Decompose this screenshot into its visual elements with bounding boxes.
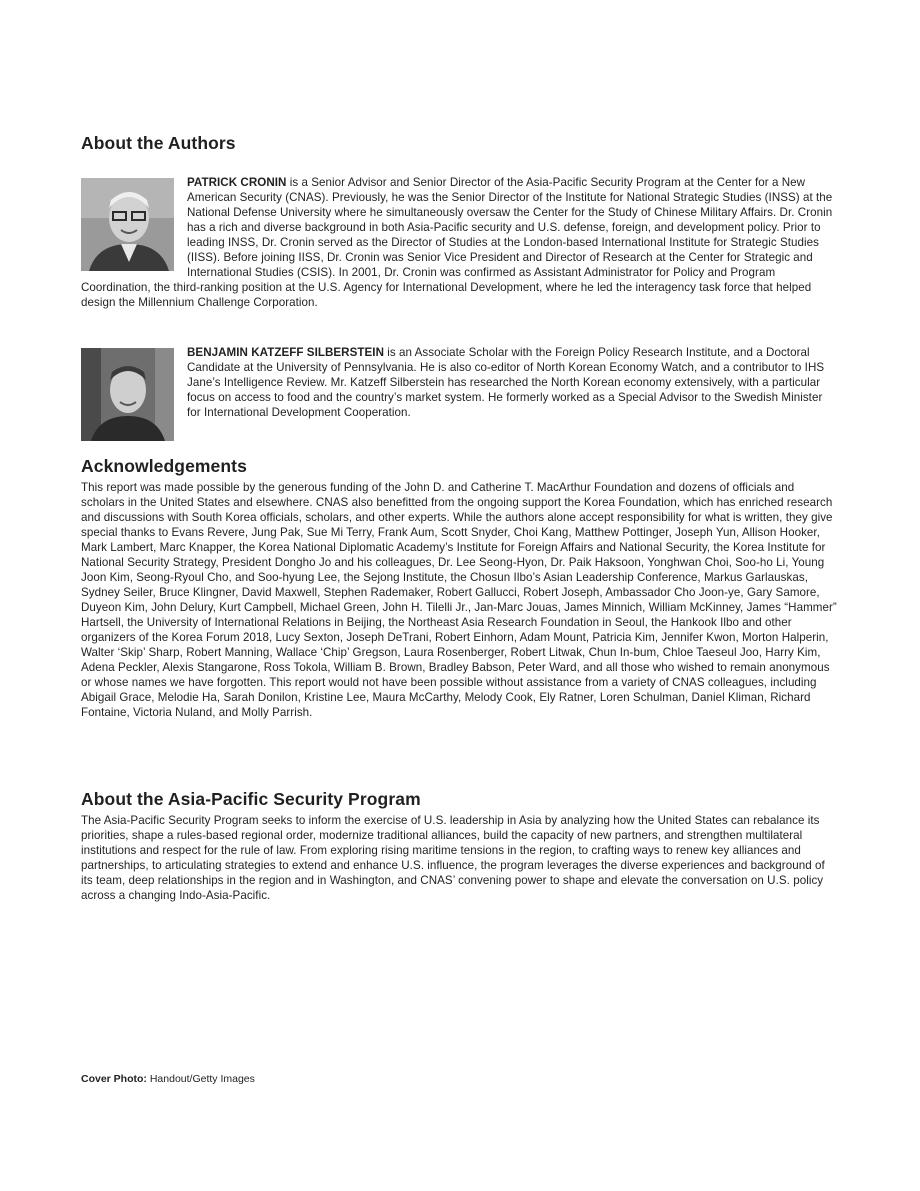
- author-bio-text: [81, 175, 839, 310]
- author-photo-cronin: [81, 178, 174, 271]
- author-name: BENJAMIN KATZEFF SILBERSTEIN: [187, 346, 384, 359]
- about-authors-heading: About the Authors: [81, 133, 236, 153]
- author-bio-body: is an Associate Scholar with the Foreign Policy Research Institute, and a Doctoral Candidate at the University of Pennsylvania. He is also co-editor of North Korean Economy Watch, and a contributor to IHS Jane’s Intelligence Review. Mr. Katzeff Silberstein has researched the North Korean economy extensively, with a particular focus on access to food and the country’s market system. He formerly worked as a Special Advisor to the Swedish Minister for International Development Cooperation.: [187, 346, 825, 419]
- author-bio-cronin: [81, 175, 839, 310]
- author-bio-text: [81, 345, 839, 420]
- program-heading: About the Asia-Pacific Security Program: [81, 789, 421, 809]
- author-name: PATRICK CRONIN: [187, 176, 287, 189]
- acknowledgements-body: This report was made possible by the generous funding of the John D. and Catherine T. MacArthur Foundation and dozens of officials and scholars in the United States and elsewhere. CNAS also benefitted from the ongoing support the Korea Foundation, which has enriched research and discussions with South Korea officials, scholars, and other experts. While the authors alone accept responsibility for what is written, they give special thanks to Evans Revere, Jung Pak, Sue Mi Terry, Frank Aum, Scott Snyder, Choi Kang, Matthew Pottinger, Joseph Yun, Allison Hooker, Mark Lambert, Marc Knapper, the Korea National Diplomatic Academy’s Institute for Foreign Affairs and National Security, the Korea Institute for National Security Strategy, President Dongho Jo and his colleagues, Dr. Lee Seong-Hyon, Dr. Paik Haksoon, Yonghwan Choi, Soo-ho Li, Young Joon Kim, Seong-Ryoul Cho, and Soo-hyung Lee, the Sejong Institute, the Chosun Ilbo’s Asian Leadership Conference, Markus Garlauskas, Sydney Seiler, Bruce Klingner, David Maxwell, Stephen Rademaker, Robert Gallucci, Robert Joseph, Ambassador Cho Joon-ye, Gary Samore, Duyeon Kim, John Delury, Kurt Campbell, Michael Green, John H. Tilelli Jr., Jan-Marc Jouas, James Minnich, William McKinney, James “Hammer” Hartsell, the University of International Relations in Beijing, the Northeast Asia Research Foundation in Seoul, the Hankook Ilbo and other organizers of the Korea Forum 2018, Lucy Sexton, Joseph DeTrani, Robert Einhorn, Adam Mount, Patricia Kim, Jennifer Kwon, Morton Halperin, Walter ‘Skip’ Sharp, Robert Manning, Wallace ‘Chip’ Gregson, Laura Rosenberger, Robert Litwak, Chun In-bum, Chloe Taeseul Joo, Harry Kim, Adena Peckler, Alexis Stangarone, Ross Tokola, William B. Brown, Bradley Babson, Peter Ward, and all those who wished to remain anonymous or whose names we have forgotten. This report would not have been possible without assistance from a variety of CNAS colleagues, including Abigail Grace, Melodie Ha, Sarah Donilon, Kristine Lee, Maura McCarthy, Melody Cook, Ely Ratner, Loren Schulman, Daniel Kliman, Richard Fontaine, Victoria Nuland, and Molly Parrish.: [81, 481, 837, 719]
- cover-photo-source: Handout/Getty Images: [146, 1073, 255, 1085]
- acknowledgements-section: [81, 456, 839, 720]
- cover-photo-label: Cover Photo:: [81, 1073, 147, 1085]
- program-section: [81, 789, 839, 903]
- author-photo-silberstein: [81, 348, 174, 441]
- acknowledgements-heading: Acknowledgements: [81, 456, 247, 476]
- program-body: The Asia-Pacific Security Program seeks to inform the exercise of U.S. leadership in Asia by analyzing how the United States can rebalance its priorities, shape a rules-based regional order, modernize traditional alliances, build the capacity of new partners, and strengthen multilateral institutions and respect for the rule of law. From exploring rising maritime tensions in the region, to crafting ways to renew key alliances and partnerships, to articulating strategies to extend and enhance U.S. influence, the program leverages the diverse experiences and background of its team, deep relationships in the region and in Washington, and CNAS’ convening power to shape and elevate the conversation on U.S. policy across a changing Indo-Asia-Pacific.: [81, 814, 825, 902]
- author-bio-body: is a Senior Advisor and Senior Director of the Asia-Pacific Security Program at the Center for a New American Security (CNAS). Previously, he was the Senior Director of the Institute for National Strategic Studies (INSS) at the National Defense University where he simultaneously oversaw the Center for the Study of Chinese Military Affairs. Dr. Cronin has a rich and diverse background in both Asia-Pacific security and U.S. defense, foreign, and development policy. Prior to leading INSS, Dr. Cronin served as the Director of Studies at the London-based International Institute for Strategic Studies (IISS). Before joining IISS, Dr. Cronin was Senior Vice President and Director of Research at the Center for Strategic and International Studies (CSIS). In 2001, Dr. Cronin was confirmed as Assistant Administrator for Policy and Program Coordination, the third-ranking position at the U.S. Agency for International Development, where he led the interagency task force that helped design the Millennium Challenge Corporation.: [81, 176, 833, 309]
- cover-photo-credit: [81, 1073, 255, 1085]
- author-bio-silberstein: [81, 345, 839, 443]
